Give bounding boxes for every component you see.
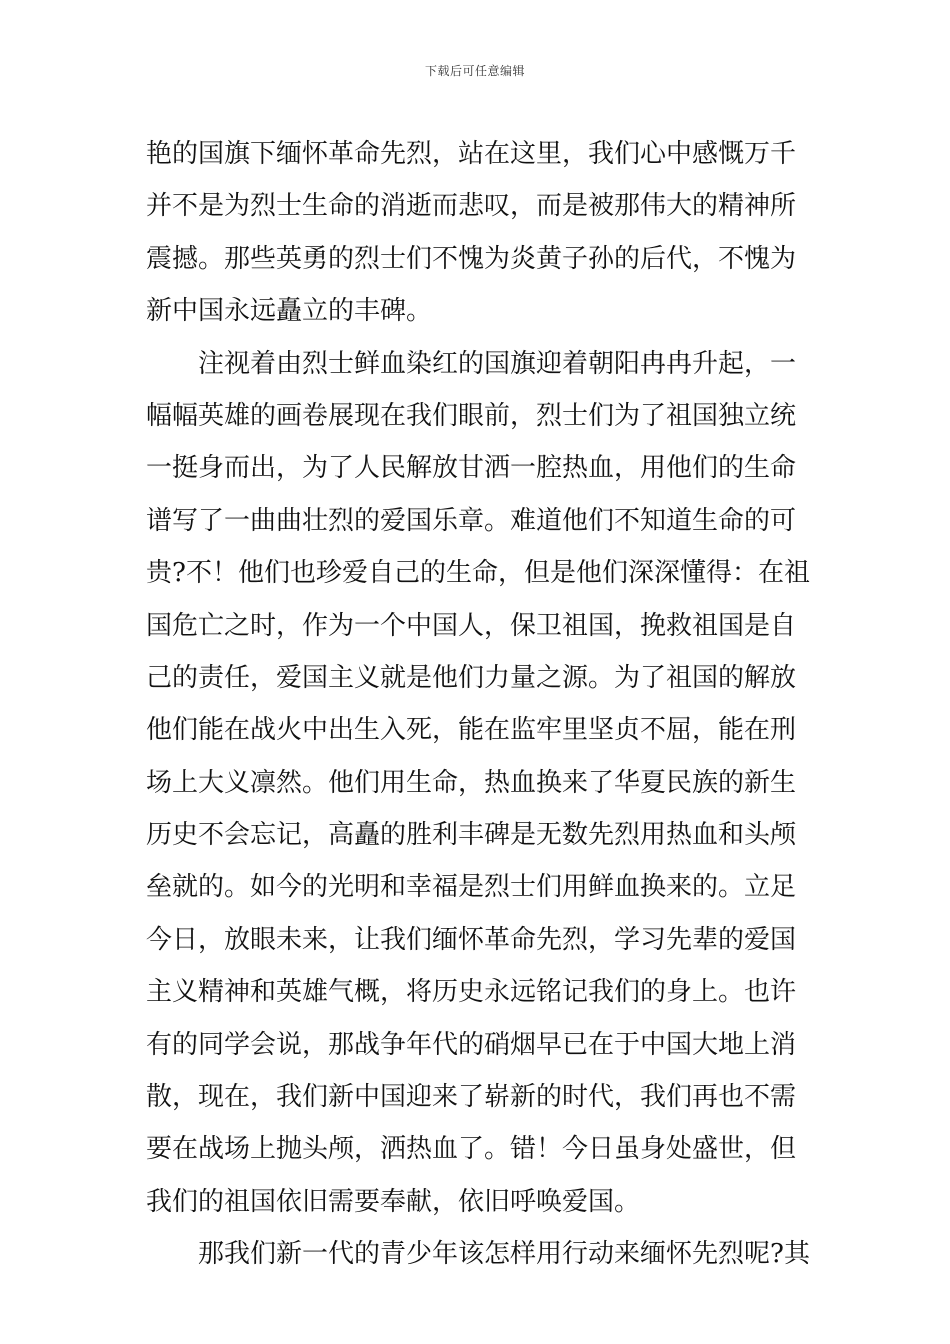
text-line: 一挺身而出，为了人民解放甘洒一腔热血，用他们的生命 (146, 453, 797, 484)
text-line: 国危亡之时，作为一个中国人，保卫祖国，挽救祖国是自 (146, 610, 797, 641)
paragraph-start-line: 注视着由烈士鲜血染红的国旗迎着朝阳冉冉升起，一 (198, 348, 797, 379)
text-line: 今日，放眼未来，让我们缅怀革命先烈，学习先辈的爱国 (146, 924, 797, 955)
text-line: 新中国永远矗立的丰碑。 (146, 296, 433, 327)
text-line: 艳的国旗下缅怀革命先烈，站在这里，我们心中感慨万千 (146, 139, 797, 169)
text-line: 谱写了一曲曲壮烈的爱国乐章。难道他们不知道生命的可 (146, 505, 797, 536)
text-line: 散，现在，我们新中国迎来了崭新的时代，我们再也不需 (146, 1082, 797, 1113)
text-line: 他们能在战火中出生入死，能在监牢里坚贞不屈，能在刑 (146, 715, 797, 746)
document-body (146, 128, 810, 1281)
text-line: 历史不会忘记，高矗的胜利丰碑是无数先烈用热血和头颅 (146, 820, 797, 851)
text-line: 并不是为烈士生命的消逝而悲叹，而是被那伟大的精神所 (146, 191, 797, 222)
page-header: 下载后可任意编辑 (424, 64, 525, 78)
text-line: 场上大义凛然。他们用生命，热血换来了华夏民族的新生 (146, 767, 797, 798)
text-line: 垒就的。如今的光明和幸福是烈士们用鲜血换来的。立足 (146, 872, 797, 903)
text-line: 幅幅英雄的画卷展现在我们眼前，烈士们为了祖国独立统 (146, 400, 797, 431)
text-line: 我们的祖国依旧需要奉献，依旧呼唤爱国。 (146, 1186, 641, 1217)
text-line: 己的责任，爱国主义就是他们力量之源。为了祖国的解放 (146, 662, 797, 693)
text-line: 有的同学会说，那战争年代的硝烟早已在于中国大地上消 (146, 1029, 797, 1060)
text-line: 震撼。那些英勇的烈士们不愧为炎黄子孙的后代，不愧为 (146, 243, 797, 274)
text-line: 贵?不！他们也珍爱自己的生命，但是他们深深懂得：在祖 (146, 558, 810, 589)
text-line: 主义精神和英雄气概，将历史永远铭记我们的身上。也许 (146, 977, 797, 1008)
text-line: 要在战场上抛头颅，洒热血了。错！今日虽身处盛世，但 (146, 1134, 797, 1165)
paragraph-start-line: 那我们新一代的青少年该怎样用行动来缅怀先烈呢?其 (198, 1239, 810, 1270)
